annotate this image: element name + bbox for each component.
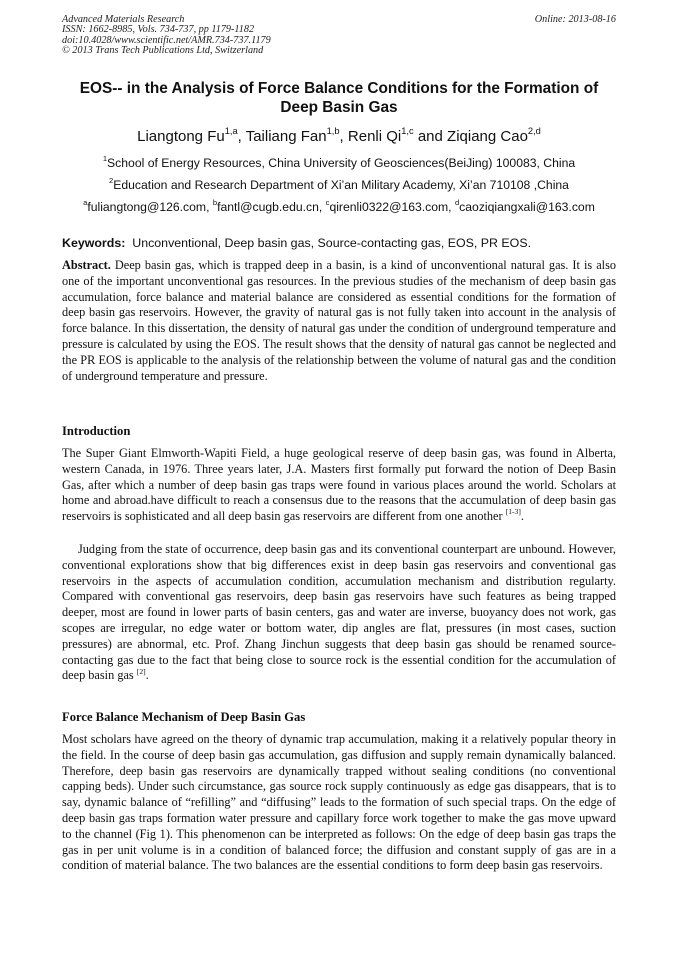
copyright-line: © 2013 Trans Tech Publications Ltd, Switzerland: [62, 45, 264, 57]
journal-name: Advanced Materials Research: [62, 14, 185, 25]
doi-line: doi:10.4028/www.scientific.net/AMR.734-737.1179: [62, 34, 271, 46]
author-affil-mark: 1,c: [401, 126, 414, 137]
keywords: [62, 236, 618, 251]
author-separator: ,: [339, 128, 348, 145]
author-name: Ziqiang Cao: [447, 128, 528, 145]
paragraph-end: .: [145, 668, 149, 683]
keywords-label: Keywords:: [62, 236, 126, 250]
email-mark: d: [454, 198, 460, 208]
citation: [1-3]: [505, 507, 521, 517]
affiliation-text: Education and Research Department of Xi’an Military Academy, Xi’an 710108 ,China: [113, 178, 569, 192]
email: fuliangtong@126.com,: [87, 200, 213, 214]
section-heading-introduction: Introduction: [62, 424, 131, 438]
online-date: Online: 2013-08-16: [534, 14, 616, 25]
author-list: [62, 128, 616, 146]
author-affil-mark: 1,a: [224, 126, 238, 137]
abstract-text: Deep basin gas, which is trapped deep in a basin, is a kind of unconventional natural gas. It is also one of the important unconventional gas resources. In the previous studies of the mechanism of deep basin gas accumulation, force balance and material balance are considered as essential conditions for the formation of deep basin gas reservoirs. However, the gravity of natural gas is not fully taken into account in the analysis of force balance. In this dissertation, the density of natural gas under the condition of underground temperature and pressure is calculated by using the EOS. The result shows that the density of natural gas cannot be neglected and the PR EOS is applicable to the analysis of the relationship between the volume of natural gas and the condition of underground temperature and pressure.: [62, 258, 617, 383]
author-name: Liangtong Fu: [137, 128, 225, 145]
affiliation-mark: 2: [109, 176, 114, 186]
paragraph-text: The Super Giant Elmworth-Wapiti Field, a huge geological reserve of deep basin gas, was found in Alberta, western Canada, in 1976. Three years later, J.A. Masters first formally put forward the notion of Deep Basin Gas, after which a number of deep basin gas traps were found in various places around the world. Scholars at home and abroad.have difficult to reach a consensus due to the reasons that the accumulation of deep basin gas reservoirs is sophisticated and all deep basin gas reservoirs are different from one another: [62, 446, 616, 524]
affiliation-2: [62, 178, 616, 192]
title-line-2: Deep Basin Gas: [280, 99, 398, 116]
email: fantl@cugb.edu.cn,: [217, 200, 326, 214]
author-name: Tailiang Fan: [245, 128, 327, 145]
intro-paragraph-2: [62, 542, 616, 684]
author-affil-mark: 1,b: [326, 126, 340, 137]
author-separator: and: [413, 128, 448, 145]
abstract-label: Abstract.: [62, 258, 111, 272]
paragraph-text: Judging from the state of occurrence, deep basin gas and its conventional counterpart are unbound. However, conventional explorations show that big differences exist in deep basin gas reservoirs and conventional gas reservoirs in the aspects of accumulation condition, accumulation mechanism and distribution regularty. Compared with conventional gas reservoirs, deep basin gas reservoirs have such features as being trapped deeper, most are found in lower parts of basin centers, gas and water are inverse, buoyancy does not work, gas scopes are irregular, no edge water or bottom water, dip angles are flat, pressures (in most cases, suction pressures) are abnormal, etc. Prof. Zhang Jinchun suggests that deep basin gas should be renamed source-contacting gas due to the fact that being close to source rock is the essential condition for the accumulation of deep basin gas: [62, 542, 616, 683]
author-separator: ,: [237, 128, 246, 145]
journal-header: [62, 15, 616, 57]
paper-title: [62, 79, 616, 117]
keywords-text: Unconventional, Deep basin gas, Source-contacting gas, EOS, PR EOS.: [132, 236, 532, 250]
issn-line: ISSN: 1662-8985, Vols. 734-737, pp 1179-1182: [62, 24, 255, 36]
author-name: Renli Qi: [347, 128, 402, 145]
force-balance-paragraph: Most scholars have agreed on the theory of dynamic trap accumulation, making it a relatively popular theory in the field. In the course of deep basin gas accumulation, gas diffusion and supply remain dynamically balanced. Therefore, deep basin gas reservoirs are dynamically trapped without sealing conditions (no conventional capping beds). Under such circumstance, gas source rock supply continuously as edge gas disappears, that is to say, dynamic balance of “refilling” and “diffusing” leads to the formation of such special traps. On the edge of deep basin gas traps formation water pressure and capillary force work together to make the gas move upward to the channel (Fig 1). This phenomenon can be interpreted as follows: On the edge of deep basin gas traps the gas in per unit volume is in a condition of balanced force; the diffusion and constant supply of gas are in a condition of material balance. The two balances are the essential conditions to form deep basin gas reservoirs.: [62, 732, 616, 873]
section-heading-force-balance: Force Balance Mechanism of Deep Basin Gas: [62, 710, 306, 724]
intro-paragraph-1: [62, 446, 616, 525]
affiliation-text: School of Energy Resources, China University of Geosciences(BeiJing) 100083, China: [107, 156, 576, 170]
email-mark: a: [83, 198, 88, 208]
email-mark: c: [325, 198, 330, 208]
author-emails: [62, 200, 616, 214]
affiliation-1: [62, 156, 616, 170]
paragraph-end: .: [520, 509, 524, 524]
affiliation-mark: 1: [102, 154, 108, 164]
email-mark: b: [212, 198, 218, 208]
author-affil-mark: 2,d: [527, 126, 541, 137]
email: qirenli0322@163.com,: [329, 200, 455, 214]
citation: [2]: [136, 666, 146, 676]
email: caoziqiangxali@163.com: [459, 200, 595, 214]
title-line-1: EOS-- in the Analysis of Force Balance Conditions for the Formation of: [79, 80, 599, 97]
abstract: [62, 258, 616, 384]
